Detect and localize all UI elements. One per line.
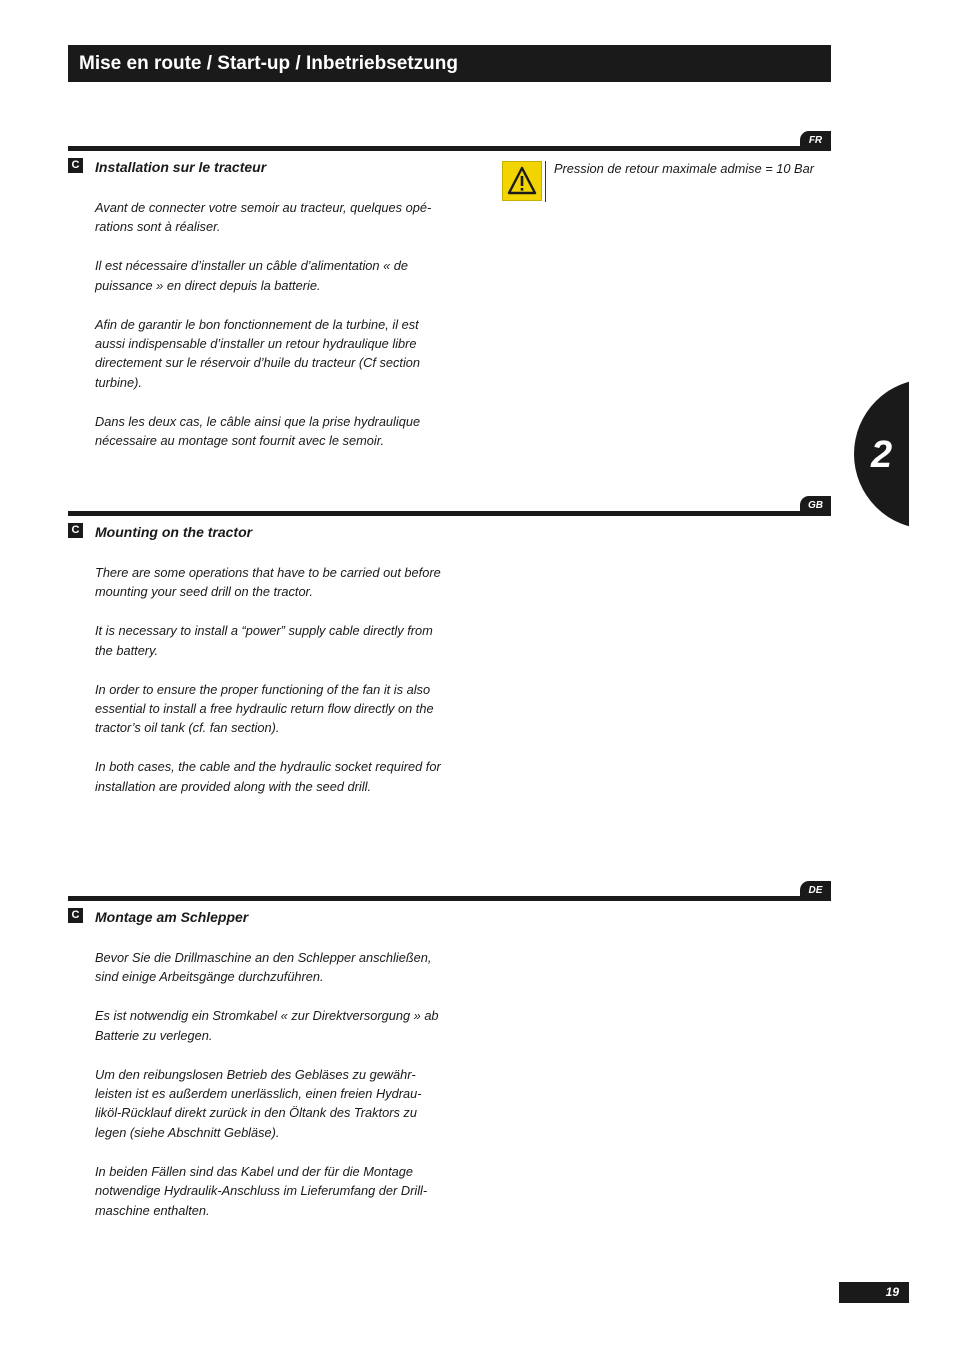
header-title: Mise en route / Start-up / Inbetriebsetzung (79, 53, 458, 74)
section-body (95, 948, 445, 1239)
paragraph: In beiden Fällen sind das Kabel und der für die Montage notwendige Hydraulik-Anschluss im Lieferumfang der Drill- maschine enthalten. (95, 1163, 428, 1218)
lang-tab-de: DE (800, 881, 831, 901)
page-header (68, 45, 831, 82)
section-divider (68, 511, 831, 516)
lang-tab-gb: GB (800, 496, 831, 516)
paragraph: Es ist notwendig ein Stromkabel « zur Direktversorgung » ab Batterie zu verlegen. (95, 1008, 439, 1043)
note-divider (545, 161, 546, 202)
page-number: 19 (839, 1282, 909, 1303)
section-title: Montage am Schlepper (95, 909, 249, 925)
note-text: Pression de retour maximale admise = 10 Bar (554, 161, 814, 176)
section-divider (68, 896, 831, 901)
section-divider (68, 146, 831, 151)
paragraph: In order to ensure the proper functioning of the fan it is also essential to install a free hydraulic return flow directly on the tractor’s oil tank (cf. fan section). (95, 681, 434, 736)
section-body (95, 563, 445, 816)
section-marker: C (68, 523, 83, 538)
paragraph: Um den reibungslosen Betrieb des Gebläses zu gewähr- leisten ist es außerdem unerlässlich, einen freien Hydrau- liköl-Rücklauf direkt zurück in den Öltank des Traktors zu legen (siehe Abschnitt Gebläse). (95, 1066, 422, 1140)
paragraph: There are some operations that have to be carried out before mounting your seed drill on the tractor. (95, 565, 441, 600)
section-marker: C (68, 908, 83, 923)
paragraph: It is necessary to install a “power” supply cable directly from the battery. (95, 623, 433, 658)
warning-icon (502, 161, 542, 201)
paragraph: Bevor Sie die Drillmaschine an den Schlepper anschließen, sind einige Arbeitsgänge durchzuführen. (95, 950, 432, 985)
section-title: Mounting on the tractor (95, 524, 253, 540)
paragraph: Il est nécessaire d’installer un câble d’alimentation « de puissance » en direct depuis la batterie. (95, 258, 408, 293)
paragraph: In both cases, the cable and the hydraulic socket required for installation are provided along with the seed drill. (95, 759, 441, 794)
lang-tab-fr: FR (800, 131, 831, 151)
chapter-number: 2 (871, 434, 893, 476)
warning-note (502, 161, 832, 203)
paragraph: Afin de garantir le bon fonctionnement de la turbine, il est aussi indispensable d’installer un retour hydraulique libre directement sur le réservoir d’huile du tracteur (Cf section turbine). (95, 316, 421, 390)
paragraph: Dans les deux cas, le câble ainsi que la prise hydraulique nécessaire au montage sont fournit avec le semoir. (95, 413, 421, 449)
section-title: Installation sur le tracteur (95, 159, 267, 175)
paragraph: Avant de connecter votre semoir au tracteur, quelques opé- rations sont à réaliser. (95, 200, 432, 235)
section-body (95, 198, 445, 470)
section-marker: C (68, 158, 83, 173)
